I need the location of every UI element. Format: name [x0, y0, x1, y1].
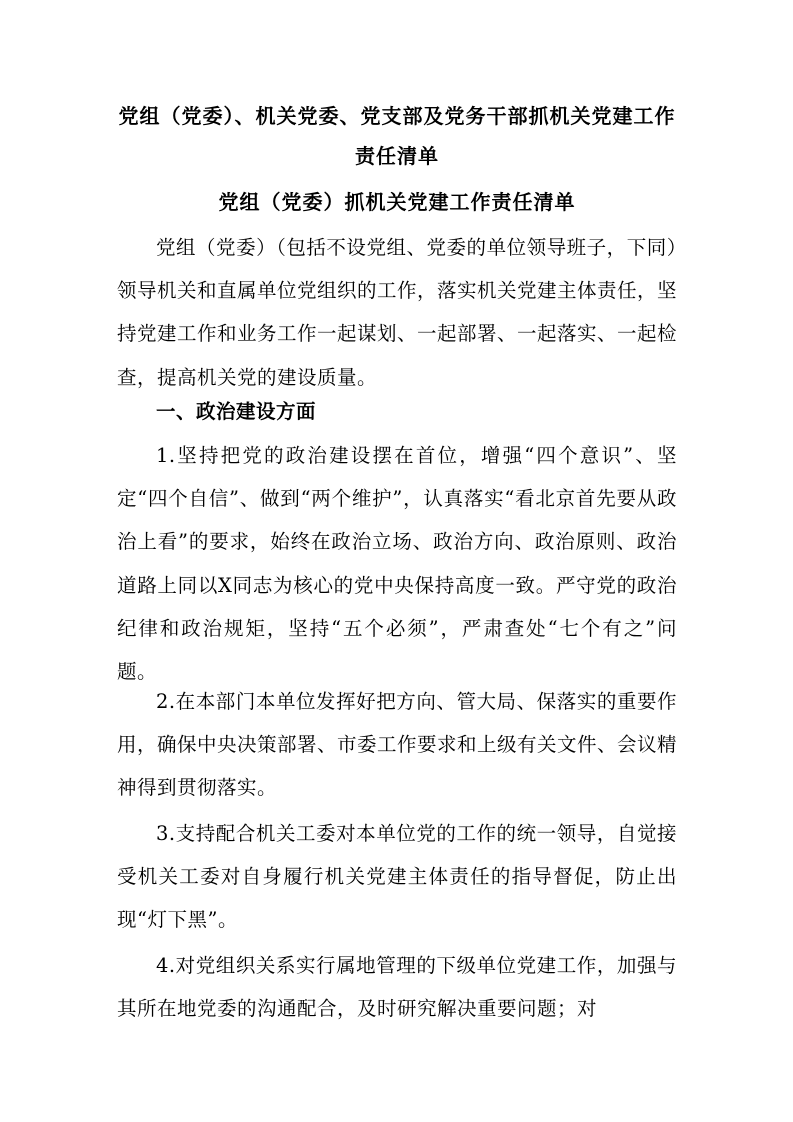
- list-item-2: 2.在本部门本单位发挥好把方向、管大局、保落实的重要作用，确保中央决策部署、市委工作要求和上级有关文件、会议精神得到贯彻落实。: [117, 690, 678, 800]
- document-subtitle: 党组（党委）抓机关党建工作责任清单: [218, 190, 576, 214]
- list-item-4: 4.对党组织关系实行属地管理的下级单位党建工作，加强与其所在地党委的沟通配合，及时研究解决重要问题；对: [117, 954, 677, 1021]
- intro-paragraph: 党组（党委）（包括不设党组、党委的单位领导班子，下同）领导机关和直属单位党组织的工作，落实机关党建主体责任，坚持党建工作和业务工作一起谋划、一起部署、一起落实、一起检查，提高机关党的建设质量。: [117, 236, 678, 389]
- list-item-1: 1.坚持把党的政治建设摆在首位，增强“四个意识”、坚定“四个自信”、做到“两个维护”，认真落实“看北京首先要从政治上看”的要求，始终在政治立场、政治方向、政治原则、政治道路上同以X同志为核心的党中央保持高度一致。严守党的政治纪律和政治规矩，坚持“五个必须”，严肃查处“七个有之”问题。: [117, 444, 677, 684]
- section-heading: 一、政治建设方面: [156, 400, 317, 423]
- list-item-3: 3.支持配合机关工委对本单位党的工作的统一领导，自觉接受机关工委对自身履行机关党建主体责任的指导督促，防止出现“灯下黑”。: [117, 822, 677, 932]
- document-title: 党组（党委）、机关党委、党支部及党务干部抓机关党建工作责任清单: [118, 104, 676, 168]
